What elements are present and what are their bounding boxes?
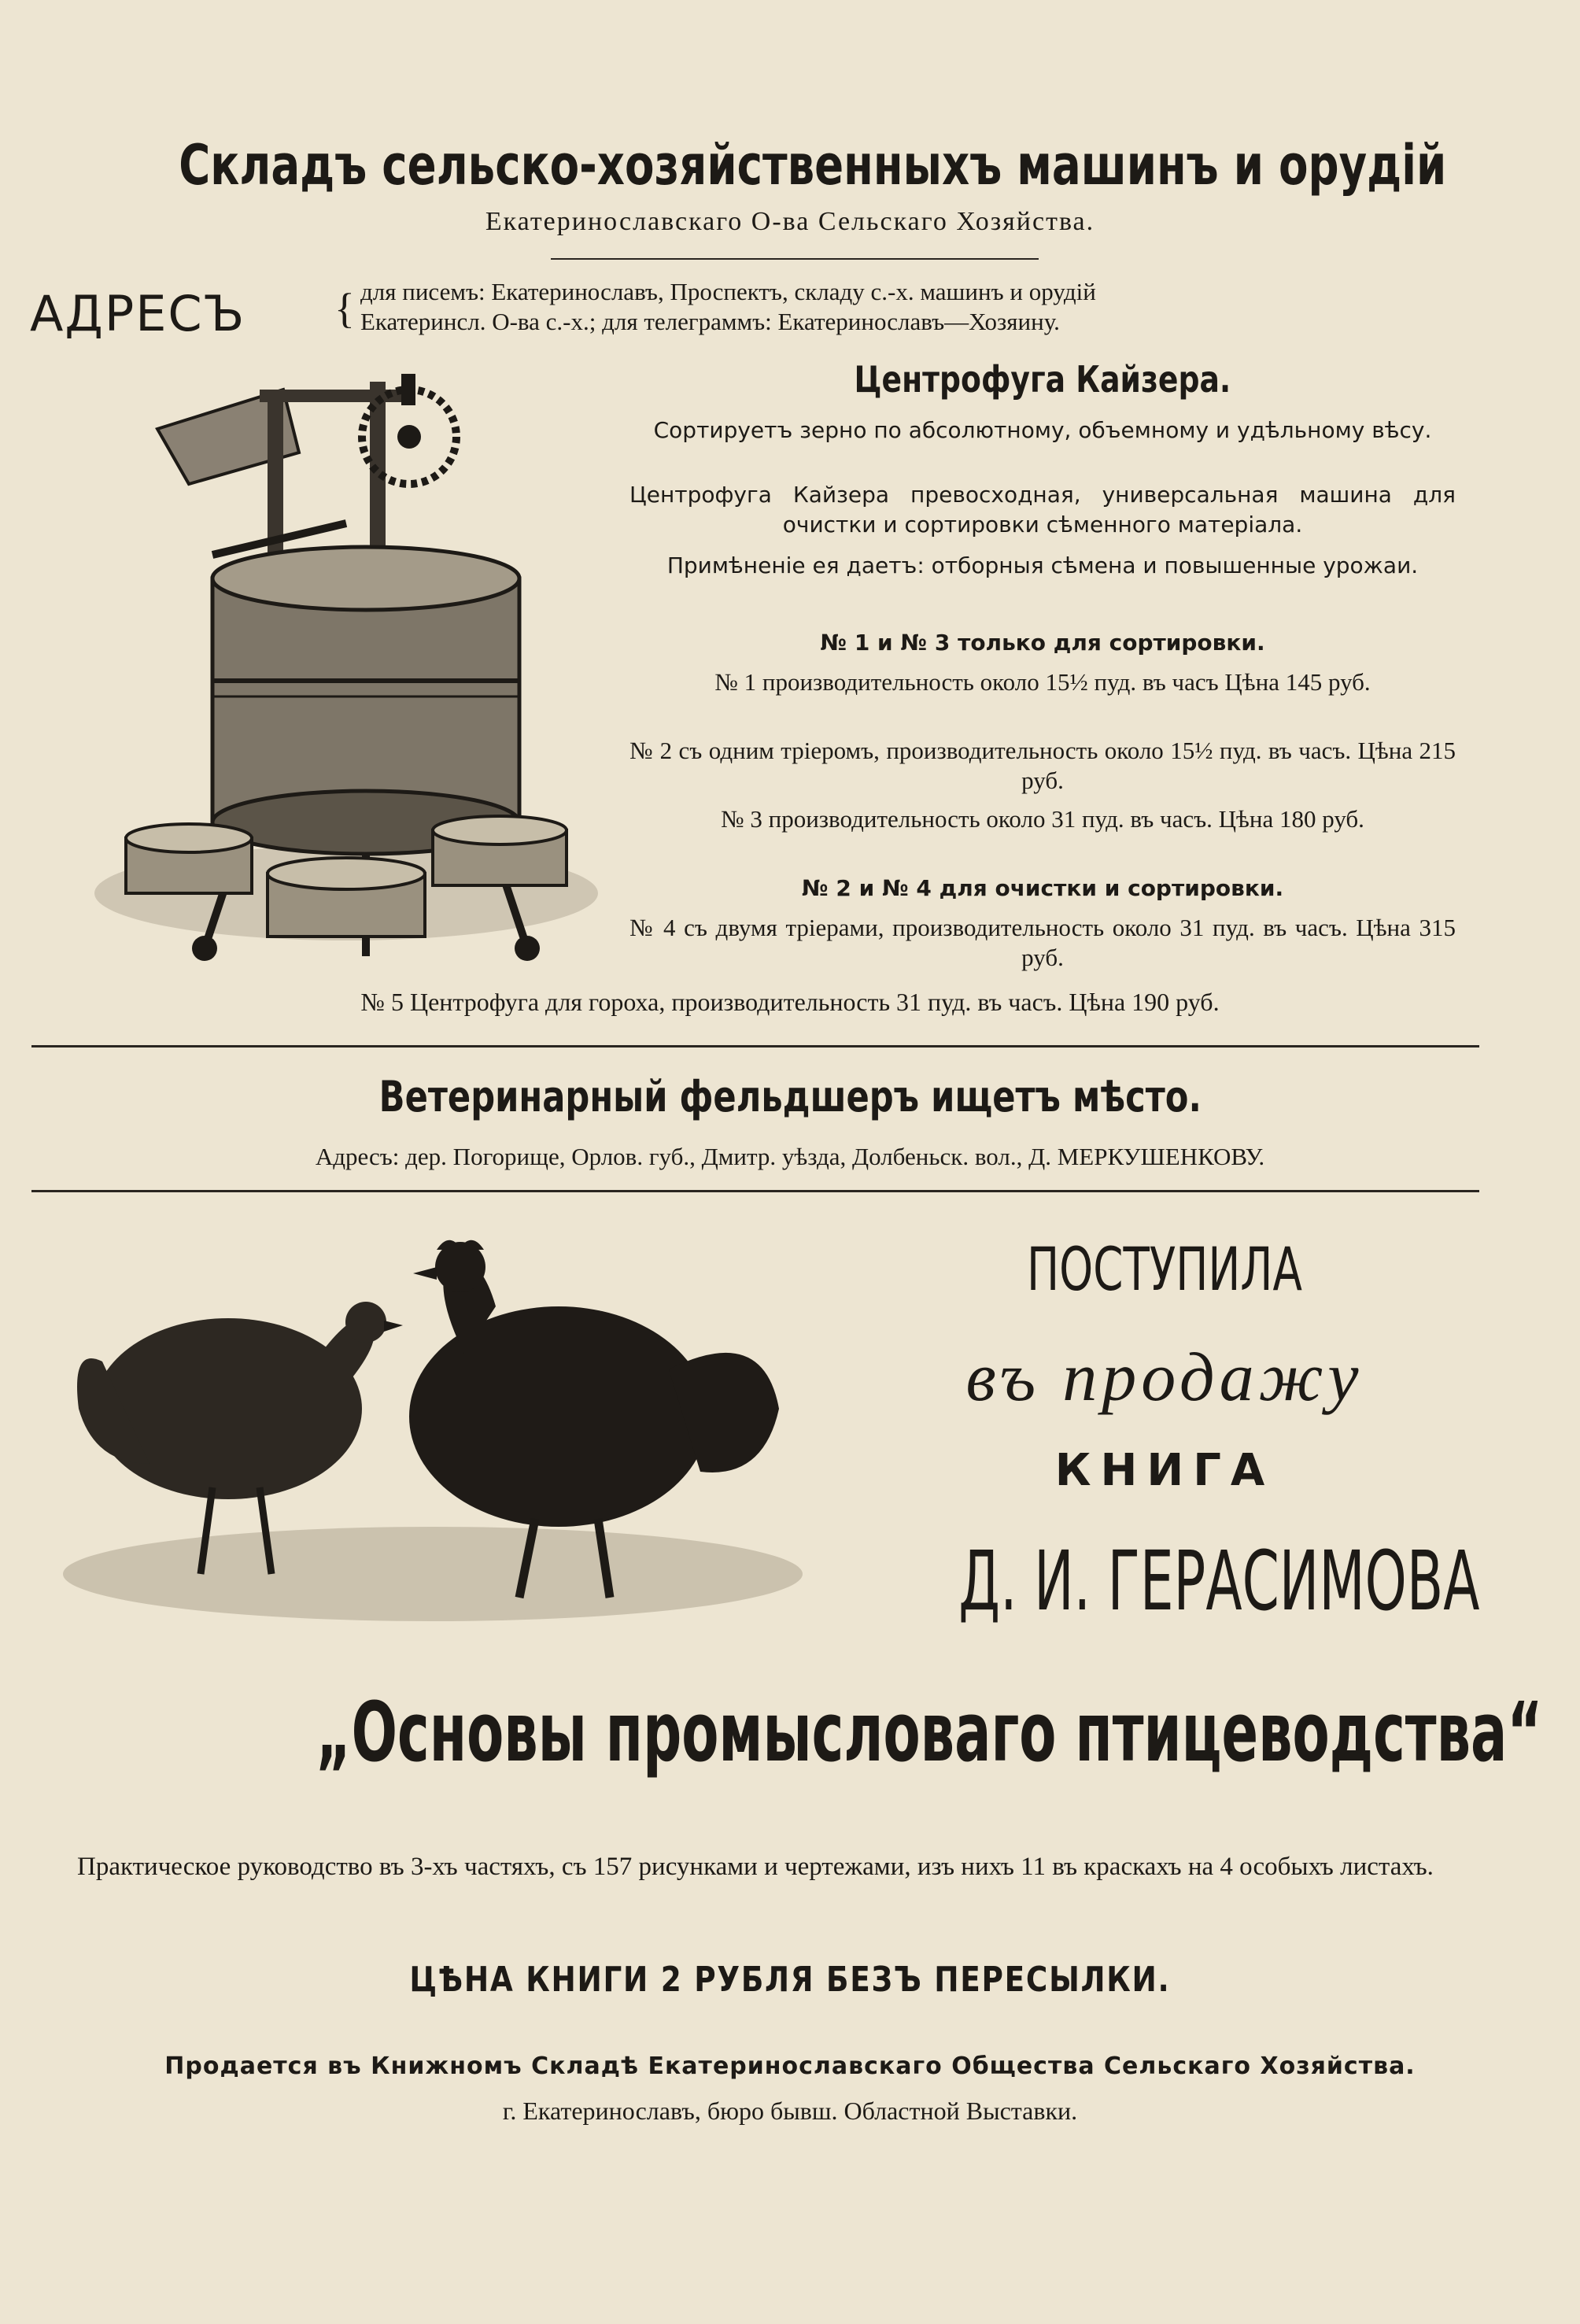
- item-3: № 3 производительность около 31 пуд. въ часъ. Цѣна 180 руб.: [721, 805, 1364, 833]
- ad1-title: Складъ сельско-хозяйственныхъ машинъ и орудій: [179, 133, 1447, 198]
- ad3-seller-2: г. Екатеринославъ, бюро бывш. Областной Выставки.: [502, 2097, 1078, 2125]
- product-desc-2: Центрофуга Кайзера превосходная, универсальная машина для очистки и сортировки сѣменного матеріала.: [629, 482, 1456, 538]
- centrifuge-illustration: [87, 350, 598, 964]
- ad1-ornament-rule: [551, 258, 1039, 260]
- poultry-illustration: [55, 1228, 810, 1621]
- ad3-description: Практическое руководство въ 3-хъ частяхъ, съ 157 рисунками и чертежами, изъ нихъ 11 въ краскахъ на 4 особыхъ листахъ.: [77, 1853, 1434, 1881]
- group2-heading: № 2 и № 4 для очистки и сортировки.: [801, 875, 1284, 901]
- divider-1: [31, 1045, 1479, 1047]
- address-brace: {: [334, 285, 355, 332]
- address-line-2: Екатеринсл. О-ва с.-х.; для телеграммъ: Екатеринославъ—Хозяину.: [360, 308, 1060, 335]
- ad2-address: Адресъ: дер. Погорище, Орлов. губ., Дмитр. уѣзда, Долбеньск. вол., Д. МЕРКУШЕНКОВУ.: [315, 1143, 1265, 1170]
- ad2-title: Ветеринарный фельдшеръ ищетъ мѣсто.: [378, 1072, 1202, 1121]
- item-2: № 2 съ одним трiеромъ, производительность около 15½ пуд. въ часъ. Цѣна 215 руб.: [629, 737, 1456, 794]
- product-desc-3: Примѣненіе ея даетъ: отборныя сѣмена и повышенные урожаи.: [666, 552, 1419, 578]
- ad3-seller-1: Продается въ Книжномъ Складѣ Екатеринославскаго Общества Сельскаго Хозяйства.: [164, 2052, 1416, 2080]
- item-4: № 4 съ двумя трiерами, производительность около 31 пуд. въ часъ. Цѣна 315 руб.: [629, 914, 1456, 971]
- ad3-price: ЦѢНА КНИГИ 2 РУБЛЯ БЕЗЪ ПЕРЕСЫЛКИ.: [409, 1960, 1171, 2000]
- item-5: № 5 Центрофуга для гороха, производительность 31 пуд. въ часъ. Цѣна 190 руб.: [360, 988, 1220, 1016]
- ad3-author: Д. И. ГЕРАСИМОВА: [958, 1533, 1480, 1629]
- ad3-book-title: „Основы промысловаго птицеводства“: [316, 1684, 1543, 1780]
- address-line-1: для писемъ: Екатеринославъ, Проспектъ, складу с.-х. машинъ и орудій: [360, 278, 1096, 305]
- address-lines: [360, 277, 1096, 337]
- group1-heading: № 1 и № 3 только для сортировки.: [820, 630, 1265, 656]
- product-desc-1: Сортируетъ зерно по абсолютному, объемному и удѣльному вѣсу.: [653, 417, 1432, 443]
- item-1: № 1 производительность около 15½ пуд. въ часъ Цѣна 145 руб.: [714, 668, 1371, 696]
- ad3-line2: въ продажу: [965, 1339, 1364, 1416]
- ad3-line3: КНИГА: [1054, 1445, 1275, 1496]
- ad3-line1: ПОСТУПИЛА: [1027, 1234, 1302, 1304]
- divider-2: [31, 1190, 1479, 1192]
- ad1-subtitle: Екатеринославскаго О-ва Сельскаго Хозяйства.: [485, 207, 1095, 236]
- product-title: Центрофуга Кайзера.: [854, 358, 1231, 401]
- address-label: АДРЕСЪ: [30, 285, 246, 342]
